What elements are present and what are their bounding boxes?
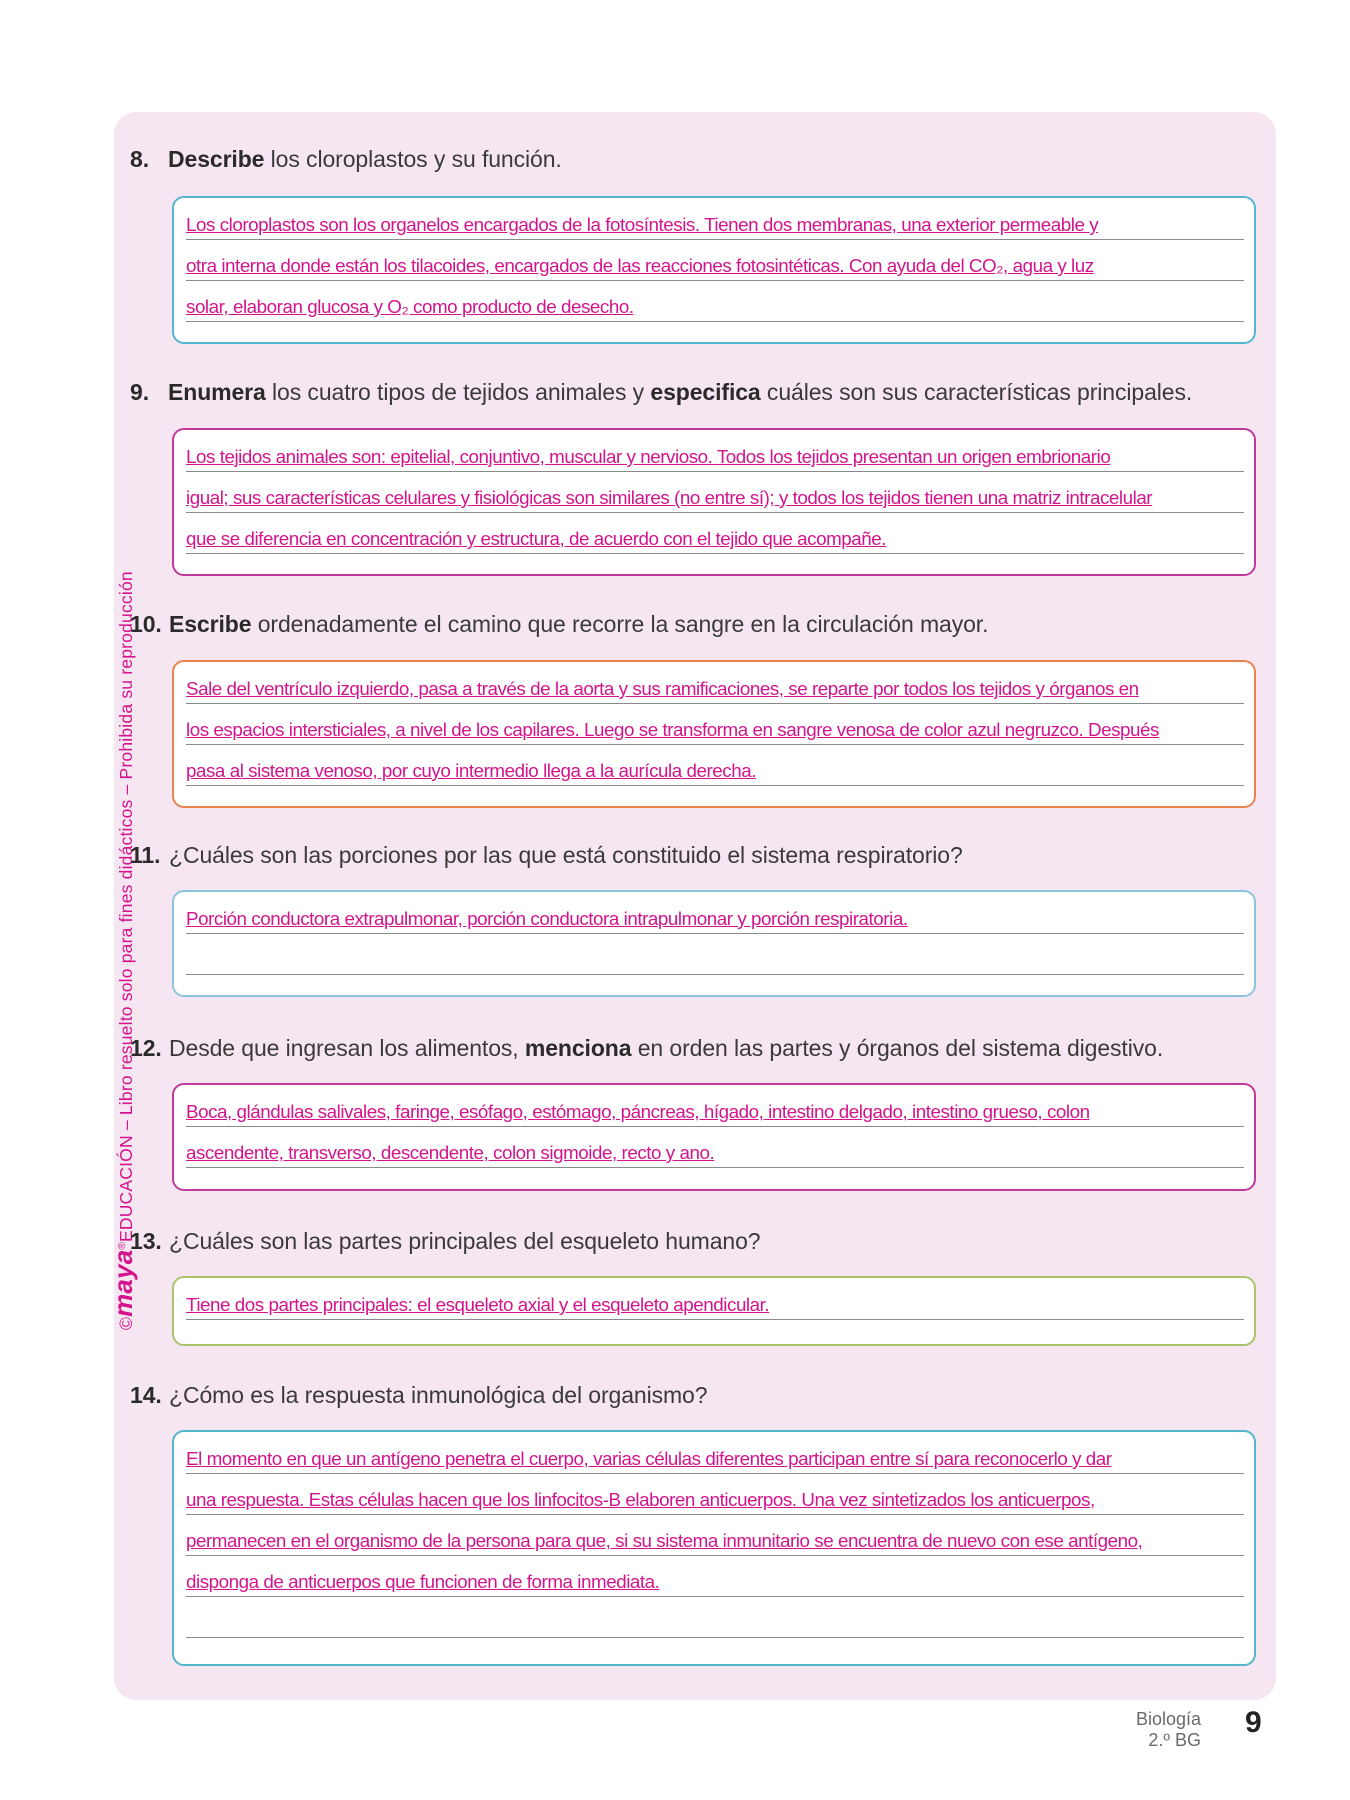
copyright-sidebar bbox=[108, 571, 139, 1330]
answer-box-14[interactable] bbox=[172, 1430, 1256, 1666]
answer-line: una respuesta. Estas células hacen que los linfocitos-B elaboren anticuerpos. Una vez sintetizados los anticuerpos, bbox=[186, 1485, 1244, 1515]
answer-box-10[interactable] bbox=[172, 660, 1256, 808]
footer-grade: 2.º BG bbox=[1148, 1730, 1201, 1750]
question-9 bbox=[130, 379, 1192, 406]
question-text: ¿Cuáles son las partes principales del esqueleto humano? bbox=[169, 1228, 761, 1254]
copyright-symbol: © bbox=[116, 1316, 136, 1330]
answer-line: Porción conductora extrapulmonar, porción conductora intrapulmonar y porción respiratoria. bbox=[186, 904, 1244, 934]
question-number: 8. bbox=[130, 146, 149, 172]
answer-box-8[interactable] bbox=[172, 196, 1256, 344]
question-keyword: Describe bbox=[168, 146, 265, 172]
answer-box-9[interactable] bbox=[172, 428, 1256, 576]
answer-box-12[interactable] bbox=[172, 1083, 1256, 1191]
answer-line: disponga de anticuerpos que funcionen de forma inmediata. bbox=[186, 1567, 1244, 1597]
answer-line: ascendente, transverso, descendente, colon sigmoide, recto y ano. bbox=[186, 1138, 1244, 1168]
answer-line: Sale del ventrículo izquierdo, pasa a través de la aorta y sus ramificaciones, se reparte por todos los tejidos y órganos en bbox=[186, 674, 1244, 704]
brand-logo: maya bbox=[108, 1249, 138, 1317]
answer-line: Tiene dos partes principales: el esqueleto axial y el esqueleto apendicular. bbox=[186, 1290, 1244, 1320]
answer-line: otra interna donde están los tilacoides, encargados de las reacciones fotosintéticas. Con ayuda del CO₂, agua y luz bbox=[186, 251, 1244, 281]
answer-line: Los cloroplastos son los organelos encargados de la fotosíntesis. Tienen dos membranas, una exterior permeable y bbox=[186, 210, 1244, 240]
question-text: ordenadamente el camino que recorre la sangre en la circulación mayor. bbox=[251, 611, 989, 637]
question-text: los cloroplastos y su función. bbox=[264, 146, 562, 172]
question-number: 12. bbox=[130, 1035, 162, 1061]
page-number: 9 bbox=[1245, 1706, 1262, 1739]
answer-line: los espacios intersticiales, a nivel de los capilares. Luego se transforma en sangre venosa de color azul negruzco. Después bbox=[186, 715, 1244, 745]
answer-line: permanecen en el organismo de la persona para que, si su sistema inmunitario se encuentra de nuevo con ese antígeno, bbox=[186, 1526, 1244, 1556]
question-number: 14. bbox=[130, 1382, 162, 1408]
question-number: 9. bbox=[130, 379, 149, 405]
question-text: ¿Cómo es la respuesta inmunológica del organismo? bbox=[169, 1382, 708, 1408]
question-text: Desde que ingresan los alimentos, bbox=[169, 1035, 525, 1061]
question-text: ¿Cuáles son las porciones por las que está constituido el sistema respiratorio? bbox=[169, 842, 963, 868]
question-13 bbox=[130, 1228, 760, 1255]
answer-line: pasa al sistema venoso, por cuyo intermedio llega a la aurícula derecha. bbox=[186, 756, 1244, 786]
answer-box-11[interactable] bbox=[172, 890, 1256, 997]
question-text: en orden las partes y órganos del sistema digestivo. bbox=[631, 1035, 1164, 1061]
answer-line: Los tejidos animales son: epitelial, conjuntivo, muscular y nervioso. Todos los tejidos presentan un origen embrionario bbox=[186, 442, 1244, 472]
answer-line: El momento en que un antígeno penetra el cuerpo, varias células diferentes participan entre sí para reconocerlo y dar bbox=[186, 1444, 1244, 1474]
question-number: 11. bbox=[130, 842, 161, 868]
answer-line bbox=[186, 1608, 1244, 1638]
question-8 bbox=[130, 146, 562, 173]
question-11 bbox=[130, 842, 963, 869]
question-keyword: Enumera bbox=[168, 379, 266, 405]
question-keyword: especifica bbox=[650, 379, 761, 405]
copyright-text: EDUCACIÓN – Libro resuelto solo para fines didácticos – Prohibida su reproducción bbox=[116, 571, 136, 1242]
footer-subject: Biología bbox=[1135, 1709, 1201, 1729]
answer-line: Boca, glándulas salivales, faringe, esófago, estómago, páncreas, hígado, intestino delgado, intestino grueso, colon bbox=[186, 1097, 1244, 1127]
question-14 bbox=[130, 1382, 707, 1409]
answer-box-13[interactable] bbox=[172, 1276, 1256, 1346]
question-text: los cuatro tipos de tejidos animales y bbox=[265, 379, 651, 405]
answer-line: que se diferencia en concentración y estructura, de acuerdo con el tejido que acompañe. bbox=[186, 524, 1244, 554]
question-number: 13. bbox=[130, 1228, 162, 1254]
question-number: 10. bbox=[130, 611, 162, 637]
question-keyword: menciona bbox=[524, 1035, 632, 1061]
answer-line: igual; sus características celulares y fisiológicas son similares (no entre sí); y todos los tejidos tienen una matriz intracelular bbox=[186, 483, 1244, 513]
question-12 bbox=[130, 1035, 1163, 1062]
registered-mark: ® bbox=[117, 1242, 129, 1250]
question-text: cuáles son sus características principales. bbox=[760, 379, 1193, 405]
question-10 bbox=[130, 611, 988, 638]
question-keyword: Escribe bbox=[169, 611, 252, 637]
answer-line: solar, elaboran glucosa y O₂ como producto de desecho. bbox=[186, 292, 1244, 322]
answer-line bbox=[186, 945, 1244, 975]
